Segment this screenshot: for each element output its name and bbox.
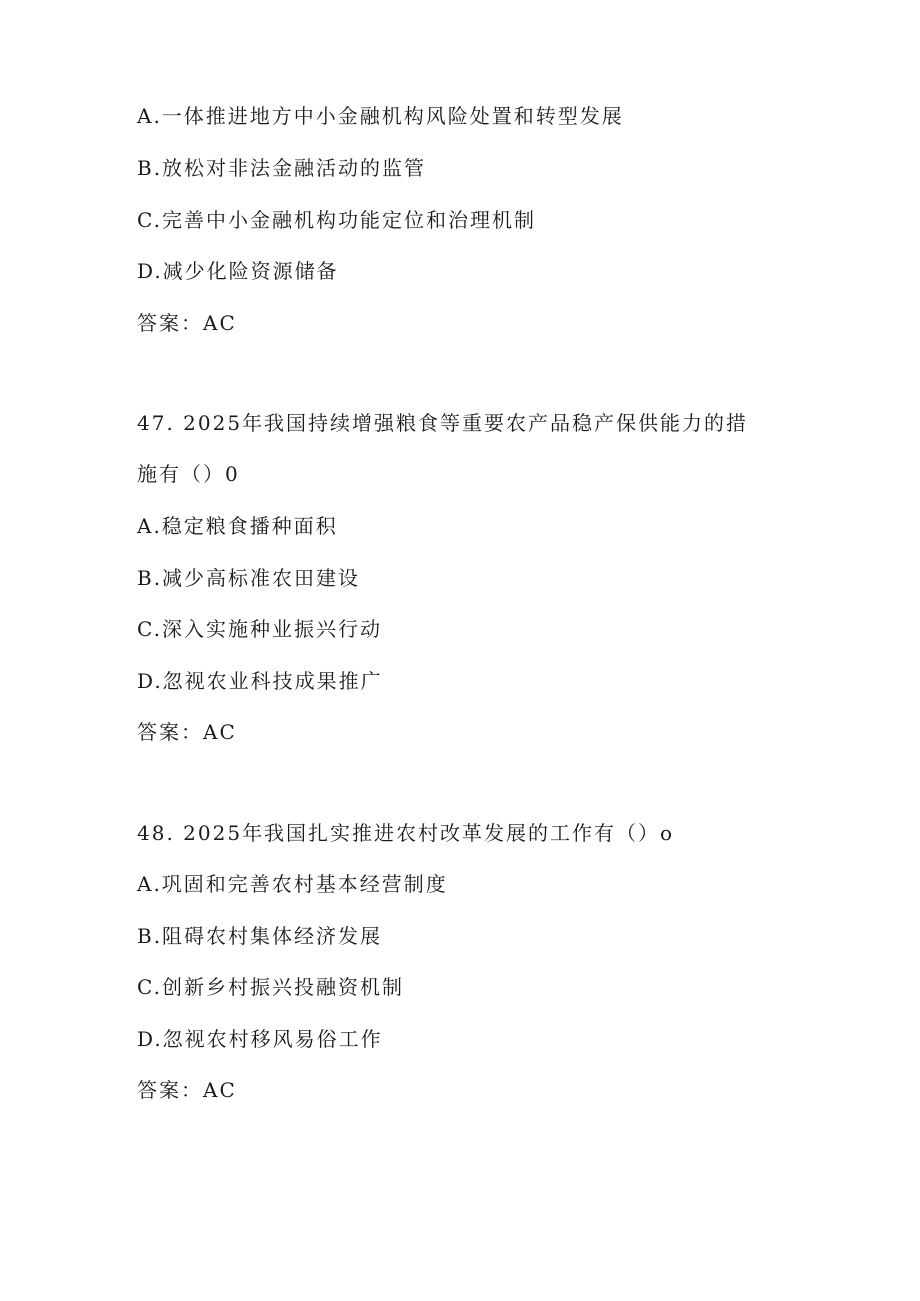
q48-option-b: B.阻碍农村集体经济发展	[137, 924, 383, 948]
q46-answer: 答案：AC	[137, 311, 237, 335]
q46-option-b: B.放松对非法金融活动的监管	[137, 156, 427, 180]
q47-option-b: B.减少高标准农田建设	[137, 566, 361, 590]
q48-option-a: A.巩固和完善农村基本经营制度	[137, 872, 448, 896]
q48-option-d: D.忽视农村移风易俗工作	[137, 1027, 383, 1051]
q47-option-c: C.深入实施种业振兴行动	[137, 617, 382, 641]
q47-stem-line2: 施有（）0	[137, 462, 240, 486]
q48-answer: 答案：AC	[137, 1078, 237, 1102]
q46-option-a: A.一体推进地方中小金融机构风险处置和转型发展	[137, 104, 624, 128]
q46-option-d: D.减少化险资源储备	[137, 259, 339, 283]
q48-stem: 48. 2025年我国扎实推进农村改革发展的工作有（）o	[137, 821, 675, 845]
q48-option-c: C.创新乡村振兴投融资机制	[137, 975, 404, 999]
q47-stem-line1: 47. 2025年我国持续增强粮食等重要农产品稳产保供能力的措	[137, 411, 749, 435]
q46-option-c: C.完善中小金融机构功能定位和治理机制	[137, 208, 536, 232]
q47-option-d: D.忽视农业科技成果推广	[137, 669, 383, 693]
q47-answer: 答案：AC	[137, 720, 237, 744]
q47-option-a: A.稳定粮食播种面积	[137, 514, 338, 538]
